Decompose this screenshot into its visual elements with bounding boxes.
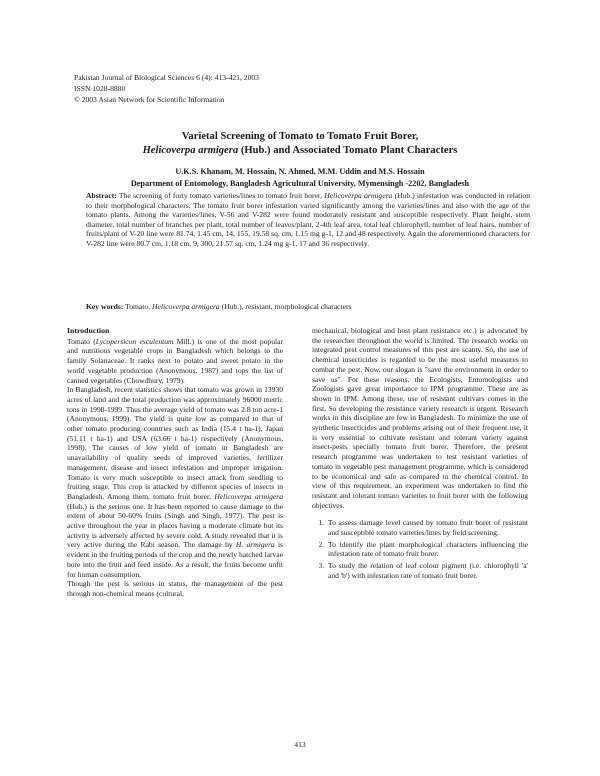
- title-line-1: Varietal Screening of Tomato to Tomato Fruit Borer,: [181, 131, 419, 142]
- abstract-species: Helicoverpa armigera: [324, 191, 393, 200]
- page-number: 413: [294, 740, 306, 749]
- title-line-2-rest: (Hub.) and Associated Tomato Plant Characters: [238, 144, 458, 156]
- intro-p2-species-2: H. armigera: [235, 540, 275, 550]
- title-line-2: [60, 144, 540, 158]
- intro-p2-c: is evident in the fruiting periods of the crop and the newly hatched larvae bore into the fruit and feed inside. As a result, the fruits become unfit for human consumption.: [67, 540, 283, 579]
- authors: U.K.S. Khanam, M. Hossain, N. Ahmed, M.M. Uddin and M.S. Hossain: [175, 167, 425, 176]
- abstract-label: Abstract:: [86, 191, 117, 200]
- intro-paragraph-2: [67, 385, 283, 579]
- keywords: [86, 302, 530, 312]
- intro-paragraph-3: Though the pest is serious in status, the management of the pest through non-chemical means (cultural,: [67, 579, 283, 598]
- keywords-label: Key words:: [86, 302, 124, 311]
- intro-p1-species: Lycopersicon esculentum: [95, 336, 174, 346]
- intro-paragraph-1: [67, 337, 283, 386]
- intro-p1-b: Mill.) is one of the most popular and nutritious vegetable crops in Bangladesh which belongs to the family Solanaceae. It ranks next to potato and sweet potato in the world vegetable production (Anonymous, 1987) and tops the list of canned vegetables (Chowdhury, 1979).: [67, 336, 283, 385]
- right-paragraph-1: mechanical, biological and host plant resistance etc.) is advocated by the researcher throughout the world is limited. The research works on integrated pest control measures of this pest are scanty. So, the use of chemical insecticides is regarded to be the most useful measures to combat the pest. Now, our slogan is "save the environment in order to save us". For these reasons, the Ecologists, Entomologists and Zoologists gave great importance to IPM programme. These are as shown in IPM. Among these, use of resistant cultivars comes in the first. So developing the resistance variety research is urgent. Research works in this discipline are few in Bangladesh. To minimize the use of synthetic insecticides and problems arising out of their frequent use, it is very essential to cultivate resistant and tolerant variety against insect-pests specially tomato fruit borer. Therefore, the present research programme was undertaken to test resistant varieties of tomato in vegetable pest management programme, which is considered to be economical and safe as compared to the chemical control. In view of this requirement, an experiment was undertaken to find the resistant and tolerant tomato varieties to fruit borer with the following objectives.: [312, 326, 528, 510]
- right-column: [312, 326, 528, 583]
- journal-info: [74, 72, 534, 106]
- introduction-heading: Introduction: [67, 326, 110, 335]
- intro-p2-b: (Hub.) is the serious one. It has been reported to cause damage to the extent of about 50-60% fruits (Singh and Singh, 1977). The pest is active throughout the year in places having a moderate climate but its activity is adversely affected by severe cold. A study revealed that it is very active during the Rabi season. The damage by: [67, 501, 283, 550]
- journal-copyright: © 2003 Asian Network for Scientific Information: [74, 95, 225, 105]
- abstract-text-1: The screening of forty tomato varieties/lines to tomato fruit borer,: [116, 191, 325, 200]
- keywords-species: Helicoverpa armigera: [152, 302, 220, 311]
- objective-item: 3. To study the relation of leaf colour pigment (i.e. chlorophyll 'a' and 'b') with infestation rate of tomato fruit borer.: [326, 561, 528, 580]
- abstract: [86, 191, 530, 249]
- objectives-list: [312, 518, 528, 580]
- keywords-text-1: Tomato,: [123, 302, 152, 311]
- journal-citation: Pakistan Journal of Biological Sciences 6 (4): 413-421, 2003: [74, 73, 259, 82]
- intro-p2-a: In Bangladesh, recent statistics shows that tomato was grown in 13930 acres of land and the total production was approximately 96000 metric tons in 1998-1999. Thus the average yield of tomato was 2.8 ton acre-1 (Anonymous, 1999). The yield is quite low as compared to that of other tomato producing countries such as India (15.4 t ha-1), Japan (51.11 t ha-1) and USA (63.66 t ha-1) respectively (Anonymous, 1998). The causes of low yield of tomato in Bangladesh are unavailability of quality seeds of improved varieties, fertilizer management, disease and insect infestation and improper irrigation. Tomato is very much susceptible to insect attack from seedling to fruiting stage. This crop is attacked by different species of insects in Bangladesh. Among them, tomato fruit borer,: [67, 385, 283, 501]
- abstract-text-2: (Hub.) infestation was conducted in relation to their morphological characters. The tomato fruit borer infestation varied significantly among the varieties/lines and also with the age of the tomato plants. Among the varieties/lines, V-56 and V-282 were found moderately resistant and susceptible respectively. Plant height, stem diameter, total number of branches per plant, total number of leaves/plant, 2-4th leaf area, total leaf chlorophyll, number of leaf hairs, number of fruits/plant of V-20 line were 81.74, 1.45 cm, 14, 155, 19.58 sq. cm, 1.15 mg g-1, 12 and 48 respectively. Again the aforementioned characters for V-282 line were 80.7 cm, 1.18 cm, 9, 300, 21.57 sq. cm, 1.24 mg g-1, 17 and 36 respectively.: [86, 191, 531, 248]
- affiliation: Department of Entomology, Bangladesh Agricultural University, Mymensingh -2202, Bangladesh: [130, 178, 470, 188]
- journal-issn: ISSN 1028-8880: [74, 84, 126, 94]
- left-column: [67, 326, 283, 599]
- title-species: Helicoverpa armigera: [142, 144, 239, 156]
- intro-p2-species: Helicoverpa armigera: [214, 491, 283, 501]
- paper-title: [60, 130, 540, 157]
- title-block: [60, 130, 540, 189]
- intro-p1-a: Tomato (: [67, 336, 96, 346]
- objective-item: 2. To identify the plant morphological characters influencing the infestation rate of tomato fruit borer.: [326, 540, 528, 559]
- keywords-text-2: (Hub.), resistant, morphological characters: [219, 302, 352, 311]
- objective-item: 1. To assess damage level caused by tomato fruit borer of resistant and susceptible tomato varieties/lines by field screening.: [326, 518, 528, 537]
